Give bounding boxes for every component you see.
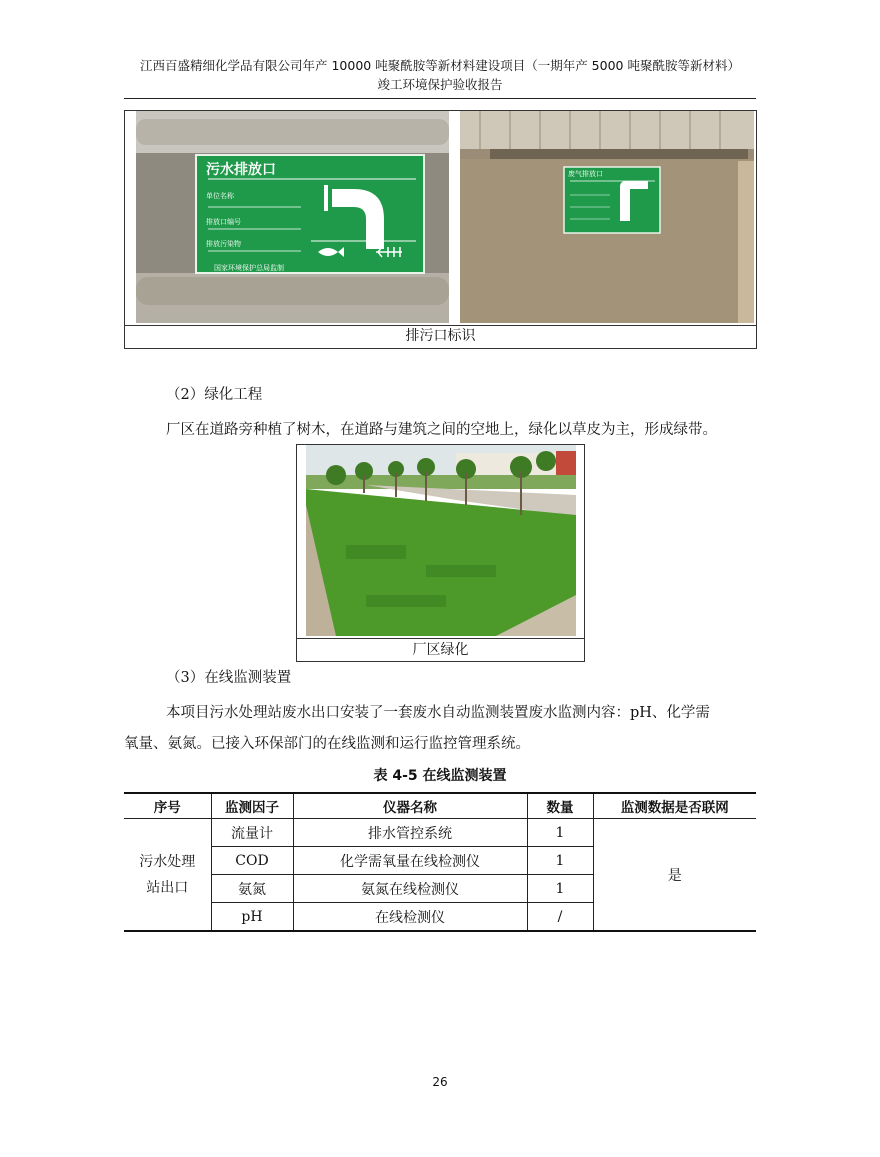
table-row [124, 819, 756, 847]
greening-description: 厂区在道路旁种植了树木，在道路与建筑之间的空地上，绿化以草皮为主，形成绿带。 [166, 422, 717, 438]
exhaust-outlet-photo [460, 111, 754, 323]
factor-cell: pH [211, 903, 293, 932]
networked-cell: 是 [593, 819, 756, 932]
factor-cell: 氨氮 [211, 875, 293, 903]
instrument-cell: 化学需氧量在线检测仪 [293, 847, 527, 875]
wastewater-sign-outlet-no-label: 排放口编号 [206, 218, 241, 226]
wastewater-sign-footer: 国家环境保护总局监制 [214, 264, 284, 272]
exhaust-outlet-scene [460, 111, 754, 323]
monitoring-description-line-2: 氧量、氨氮。已接入环保部门的在线监测和运行监控管理系统。 [124, 736, 530, 752]
quantity-cell: 1 [527, 819, 593, 847]
header-divider [124, 98, 756, 99]
table-title: 表 4-5 在线监测装置 [373, 768, 507, 784]
greening-figure [296, 444, 585, 662]
location-line-2: 站出口 [146, 879, 189, 896]
wastewater-sign-pollutant-label: 排放污染物 [206, 240, 241, 248]
page-number: 26 [432, 1075, 448, 1089]
wastewater-sign-unit-label: 单位名称 [206, 192, 234, 200]
section-heading-monitoring: （3）在线监测装置 [166, 670, 292, 686]
online-monitoring-table [124, 792, 756, 932]
monitoring-description-line-1: 本项目污水处理站废水出口安装了一套废水自动监测装置废水监测内容：pH、化学需 [166, 705, 710, 721]
quantity-cell: 1 [527, 847, 593, 875]
greening-scene [306, 445, 576, 636]
exhaust-sign-title: 废气排放口 [568, 170, 603, 178]
factor-cell: 流量计 [211, 819, 293, 847]
instrument-cell: 氨氮在线检测仪 [293, 875, 527, 903]
location-cell [124, 819, 211, 932]
figure-caption: 排污口标识 [405, 328, 476, 344]
wastewater-outlet-scene [136, 111, 449, 323]
header-quantity: 数量 [527, 793, 593, 819]
greening-caption: 厂区绿化 [412, 642, 469, 658]
instrument-cell: 排水管控系统 [293, 819, 527, 847]
header-line-1: 江西百盛精细化学品有限公司年产 10000 吨聚酰胺等新材料建设项目（一期年产 5000 吨聚酰胺等新材料） [140, 58, 740, 73]
header-line-2: 竣工环境保护验收报告 [377, 77, 503, 92]
greening-photo [306, 445, 576, 636]
quantity-cell: 1 [527, 875, 593, 903]
outlet-sign-figure [124, 110, 757, 349]
location-line-1: 污水处理 [139, 853, 196, 870]
header-networked: 监测数据是否联网 [593, 793, 756, 819]
report-header [0, 56, 880, 94]
header-factor: 监测因子 [211, 793, 293, 819]
quantity-cell: / [527, 903, 593, 932]
factor-cell: COD [211, 847, 293, 875]
instrument-cell: 在线检测仪 [293, 903, 527, 932]
table-header-row [124, 793, 756, 819]
header-serial: 序号 [124, 793, 211, 819]
wastewater-outlet-photo [136, 111, 449, 323]
wastewater-sign-title: 污水排放口 [206, 162, 276, 178]
section-heading-greening: （2）绿化工程 [166, 387, 263, 403]
header-instrument: 仪器名称 [293, 793, 527, 819]
